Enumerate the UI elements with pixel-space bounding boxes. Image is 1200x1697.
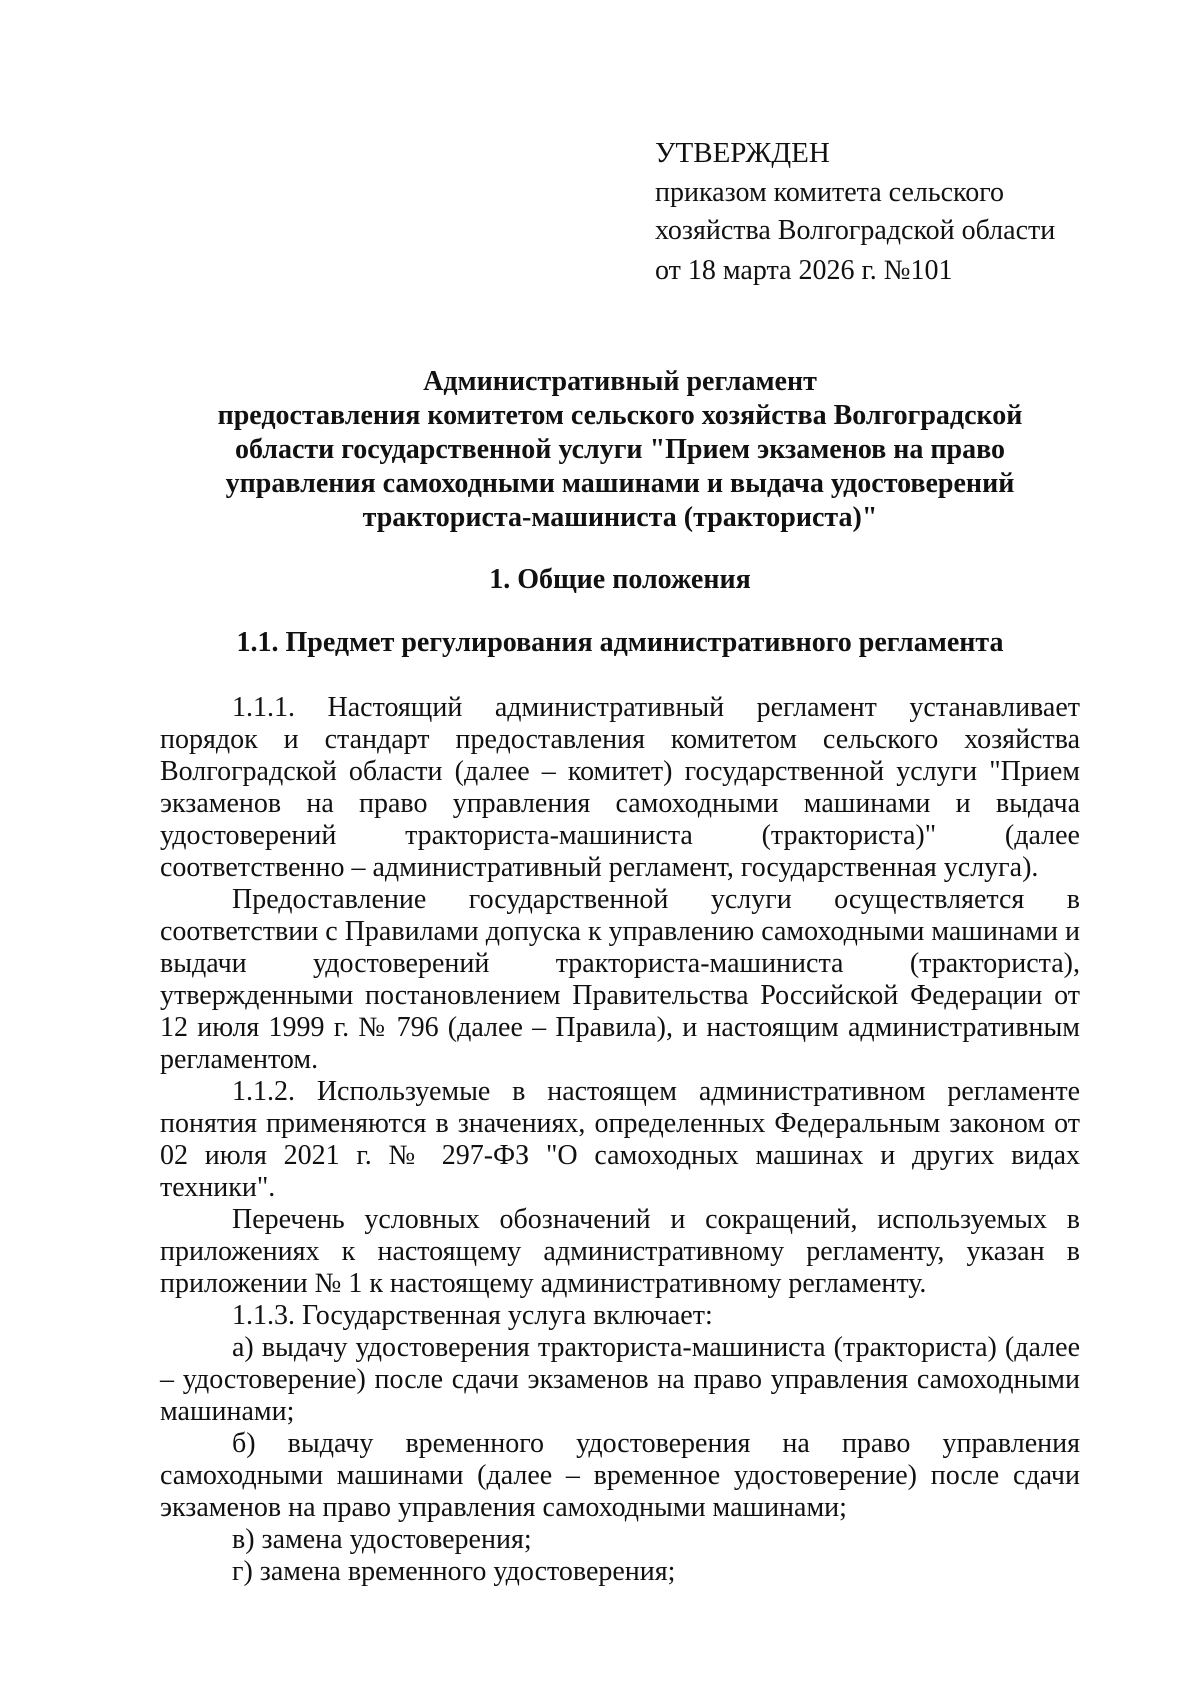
paragraph: 1.1.2. Используемые в настоящем административном регламенте понятия применяются в значениях, определенных Федеральным законом от 02 июля 2021 г. № 297-ФЗ "О самоходных машинах и других видах техники". <box>160 1076 1080 1203</box>
paragraph: Предоставление государственной услуги осуществляется в соответствии с Правилами допуска к управлению самоходными машинами и выдачи удостоверений тракториста-машиниста (тракториста), утвержденными постановлением Правительства Российской Федерации от 12 июля 1999 г. № 796 (далее – Правила), и настоящим административным регламентом. <box>160 884 1080 1075</box>
title-line: управления самоходными машинами и выдача удостоверений <box>225 468 1015 499</box>
title-line: предоставления комитетом сельского хозяйства Волгоградской <box>217 400 1023 431</box>
approval-date: от 18 марта 2026 г. №101 <box>655 255 953 286</box>
section-heading-1-1: 1.1. Предмет регулирования административного регламента <box>236 627 1004 658</box>
list-item: в) замена удостоверения; <box>232 1524 532 1555</box>
approval-block <box>655 136 1115 292</box>
approval-title: УТВЕРЖДЕН <box>655 137 830 169</box>
title-line: области государственной услуги "Прием экзаменов на право <box>234 434 1006 465</box>
approval-line-2: хозяйства Волгоградской области <box>655 215 1056 246</box>
list-item: б) выдачу временного удостоверения на право управления самоходными машинами (далее – временное удостоверение) после сдачи экзаменов на право управления самоходными машинами; <box>160 1428 1080 1523</box>
section-heading-1: 1. Общие положения <box>489 564 751 595</box>
list-item: г) замена временного удостоверения; <box>232 1556 676 1587</box>
document-title <box>160 365 1080 535</box>
paragraph: Перечень условных обозначений и сокращений, используемых в приложениях к настоящему административному регламенту, указан в приложении № 1 к настоящему административному регламенту. <box>160 1204 1080 1299</box>
title-line: тракториста-машиниста (тракториста)" <box>362 502 878 533</box>
title-line: Административный регламент <box>423 366 817 397</box>
approval-line-1: приказом комитета сельского <box>655 177 1005 208</box>
paragraph: 1.1.3. Государственная услуга включает: <box>232 1300 713 1331</box>
paragraph: 1.1.1. Настоящий административный регламент устанавливает порядок и стандарт предоставления комитетом сельского хозяйства Волгоградской области (далее – комитет) государственной услуги "Прием экзаменов на право управления самоходными машинами и выдача удостоверений тракториста-машиниста (тракториста)" (далее соответственно – административный регламент, государственная услуга). <box>160 692 1080 883</box>
list-item: а) выдачу удостоверения тракториста-машиниста (тракториста) (далее – удостоверение) после сдачи экзаменов на право управления самоходными машинами; <box>160 1332 1080 1427</box>
body-text <box>160 692 1080 1588</box>
